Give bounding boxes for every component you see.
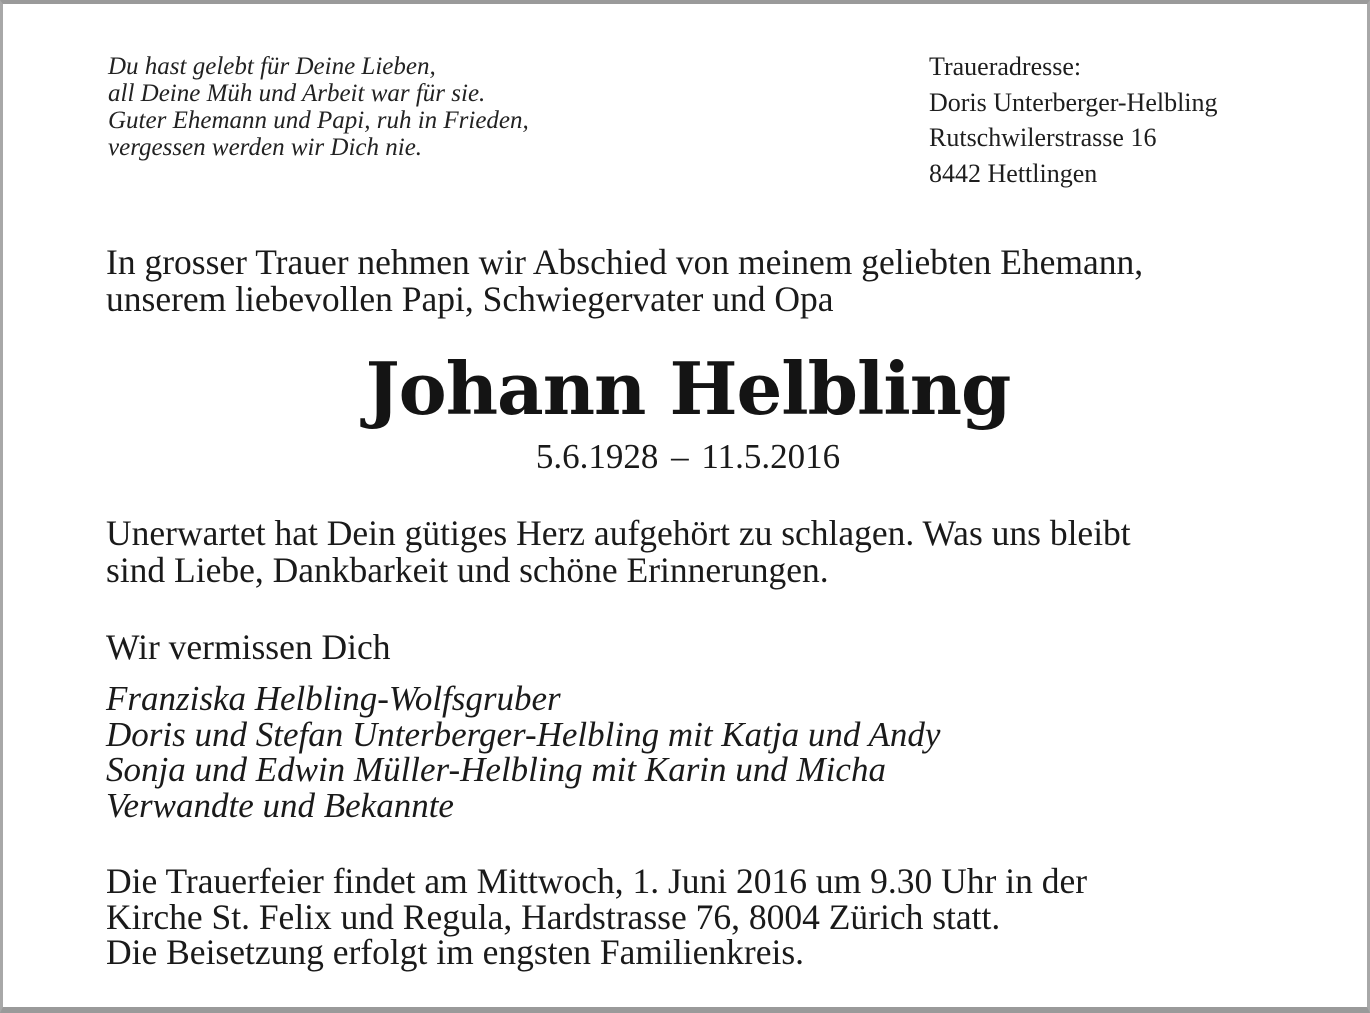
date-separator: – (671, 437, 689, 476)
address-name: Doris Unterberger-Helbling (929, 87, 1218, 117)
address-label: Traueradresse: (929, 52, 1082, 81)
ceremony-line: Die Trauerfeier findet am Mittwoch, 1. Juni 2016 um 9.30 Uhr in der (106, 861, 1088, 901)
intro-line: In grosser Trauer nehmen wir Abschied von meinem geliebten Ehemann, (106, 242, 1144, 282)
ceremony-line: Die Beisetzung erfolgt im engsten Familienkreis. (106, 932, 805, 972)
farewell-message (106, 515, 1326, 588)
family-line: Doris und Stefan Unterberger-Helbling mit Katja und Andy (106, 714, 941, 754)
ceremony-details (106, 861, 1306, 972)
poem-line: vergessen werden wir Dich nie. (108, 134, 423, 161)
address-city: 8442 Hettlingen (929, 158, 1098, 188)
family-line: Sonja und Edwin Müller-Helbling mit Karin und Micha (106, 750, 886, 789)
poem-line: Du hast gelebt für Deine Lieben, (108, 53, 436, 80)
announcement-intro (106, 244, 1306, 317)
intro-line: unserem liebevollen Papi, Schwiegervater und Opa (106, 278, 834, 319)
family-line: Franziska Helbling-Wolfsgruber (106, 679, 561, 718)
message-line: sind Liebe, Dankbarkeit und schöne Erinnerungen. (106, 549, 829, 590)
memorial-poem (108, 53, 728, 161)
deceased-name: Johann Helbling (365, 346, 1011, 431)
address-street: Rutschwilerstrasse 16 (929, 123, 1157, 152)
closing-phrase: Wir vermissen Dich (106, 627, 391, 667)
death-date: 11.5.2016 (701, 437, 841, 476)
poem-line: all Deine Müh und Arbeit war für sie. (108, 80, 486, 107)
birth-date: 5.6.1928 (535, 437, 659, 476)
poem-line: Guter Ehemann und Papi, ruh in Frieden, (108, 107, 529, 134)
family-signatures (106, 681, 1256, 823)
ceremony-line: Kirche St. Felix und Regula, Hardstrasse 76, 8004 Zürich statt. (106, 896, 1001, 937)
family-line: Verwandte und Bekannte (106, 785, 454, 825)
mourning-address (929, 49, 1349, 191)
message-line: Unerwartet hat Dein gütiges Herz aufgehört zu schlagen. Was uns bleibt (106, 513, 1131, 553)
life-dates (3, 437, 1370, 477)
